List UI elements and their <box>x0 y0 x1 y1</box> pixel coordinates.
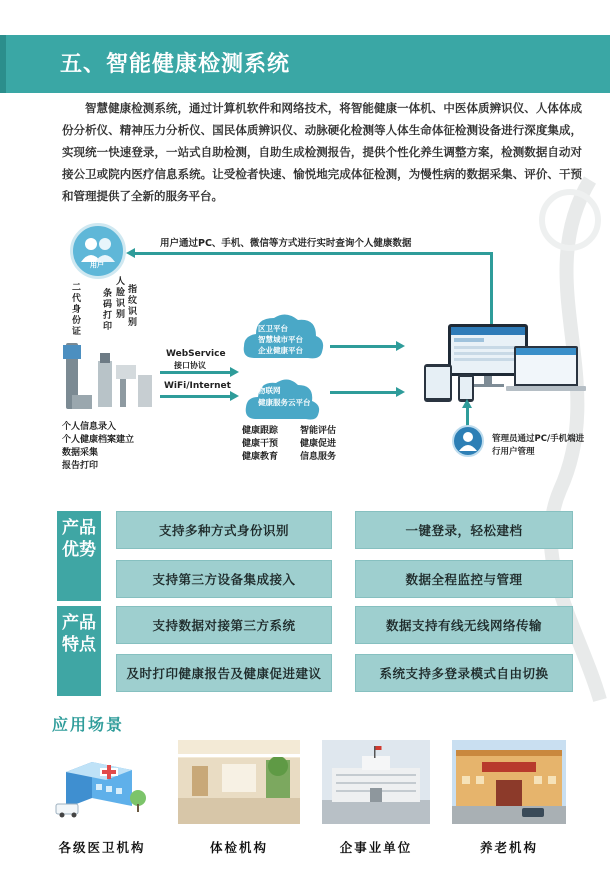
feature-item: 数据全程监控与管理 <box>355 560 573 598</box>
feature-item: 数据支持有线无线网络传输 <box>355 606 573 644</box>
feature-item: 支持数据对接第三方系统 <box>116 606 332 644</box>
service-item: 健康促进 <box>300 439 337 449</box>
protocol-webservice: WebService <box>166 349 226 359</box>
device-function-item: 个人健康档案建立 <box>62 435 135 445</box>
service-item: 健康跟踪 <box>242 426 279 436</box>
service-item: 健康干预 <box>242 439 279 449</box>
device-function-item: 个人信息录入 <box>62 422 117 432</box>
user-badge: 用户 <box>90 261 104 269</box>
top-flow-arrow <box>126 248 135 258</box>
cloud-screen-arrow-head <box>396 341 405 351</box>
cloud-label: 企业健康平台 <box>258 346 303 355</box>
top-flow-text: 用户通过PC、手机、微信等方式进行实时查询个人健康数据 <box>160 238 412 249</box>
protocol-wifi: WiFi/Internet <box>164 381 231 391</box>
applications-title: 应用场景 <box>52 715 125 734</box>
service-item: 信息服务 <box>300 452 337 462</box>
fingerprint-label: 指纹识别 <box>128 285 138 328</box>
cloud-label: 物联网 <box>258 386 281 395</box>
feature-item: 一键登录，轻松建档 <box>355 511 573 549</box>
services-right <box>300 425 336 464</box>
feature-item: 支持多种方式身份识别 <box>116 511 332 549</box>
face-recognition-label: 人脸识别 <box>116 277 126 320</box>
id-card-label: 二代身份证 <box>72 283 82 337</box>
system-diagram <box>0 215 610 485</box>
protocol-webservice-sub: 接口协议 <box>174 361 206 370</box>
checkup-lobby-photo <box>178 740 300 824</box>
device-functions <box>62 421 134 473</box>
page-title: 五、智能健康检测系统 <box>60 52 291 77</box>
health-kiosk-devices <box>58 335 158 415</box>
service-item: 健康教育 <box>242 452 279 462</box>
feature-item: 支持第三方设备集成接入 <box>116 560 332 598</box>
service-item: 智能评估 <box>300 426 337 436</box>
cloud-label: 区卫平台 <box>258 324 288 333</box>
admin-note: 管理员通过PC/手机端进行用户管理 <box>492 434 585 457</box>
scene-label: 企事业单位 <box>339 840 413 855</box>
wifi-arrow-line <box>160 395 232 398</box>
iot-cloud-labels <box>258 385 311 409</box>
nursing-home-photo <box>452 740 566 824</box>
government-building-photo <box>322 740 430 824</box>
admin-arrow-head <box>462 399 472 408</box>
scene-label: 各级医卫机构 <box>58 840 146 855</box>
header-edge-accent <box>0 35 6 93</box>
cloud-screen-arrow-line <box>330 345 398 348</box>
webservice-arrow-head <box>230 367 239 377</box>
platform-cloud-labels <box>258 323 303 356</box>
cloud-label: 智慧城市平台 <box>258 335 303 344</box>
device-function-item: 报告打印 <box>62 461 99 471</box>
user-group-icon <box>70 223 126 279</box>
cloud-label: 健康服务云平台 <box>258 398 311 407</box>
feature-item: 及时打印健康报告及健康促进建议 <box>116 654 332 692</box>
scene-label: 体检机构 <box>209 840 268 855</box>
iot-screen-arrow-head <box>396 387 405 397</box>
services-left <box>242 425 278 464</box>
scene-label: 养老机构 <box>479 840 538 855</box>
category-advantages: 产品优势 <box>57 511 101 601</box>
category-features: 产品特点 <box>57 606 101 696</box>
section-header <box>0 35 610 93</box>
top-flow-line <box>133 252 493 255</box>
admin-user-icon <box>452 425 484 457</box>
iot-screen-arrow-line <box>330 391 398 394</box>
feature-item: 系统支持多登录模式自由切换 <box>355 654 573 692</box>
barcode-label: 条码打印 <box>103 289 113 332</box>
admin-arrow-line <box>466 405 469 427</box>
wifi-arrow-head <box>230 391 239 401</box>
terminal-devices-illustration <box>418 320 590 412</box>
intro-paragraph: 智慧健康检测系统，通过计算机软件和网络技术，将智能健康一体机、中医体质辨识仪、人体体成份分析仪、精神压力分析仪、国民体质辨识仪、动脉硬化检测等人体生命体征检测设备进行深度集成，实现统一快速登录，一站式自助检测，自助生成检测报告，提供个性化养生调整方案，检测数据自动对接公卫或院内医疗信息系统。让受检者快速、愉悦地完成体征检测，为慢性病的数据采集、评价、干预和管理提供了全新的服务平台。 <box>62 101 582 203</box>
hospital-illustration <box>52 740 152 824</box>
device-function-item: 数据采集 <box>62 448 99 458</box>
webservice-arrow-line <box>160 371 232 374</box>
